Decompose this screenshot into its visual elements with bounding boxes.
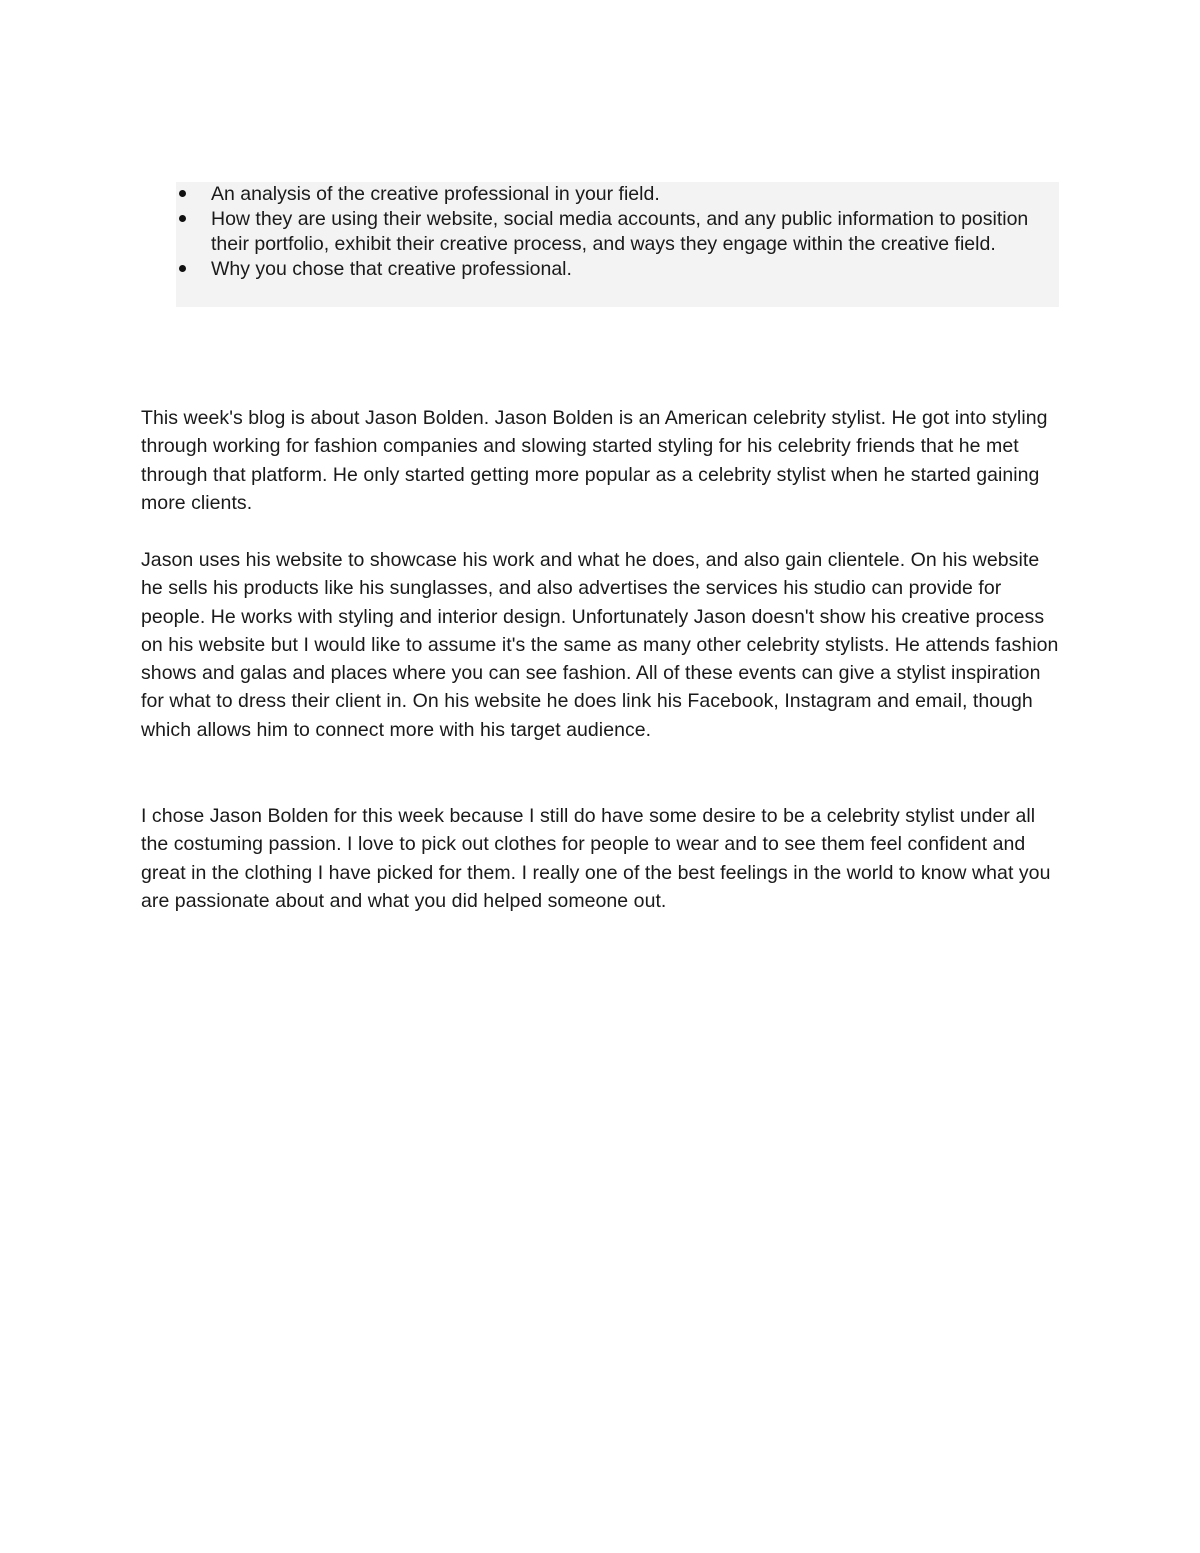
prompt-bullet-item: [176, 257, 1036, 282]
bullet-icon: [179, 265, 186, 272]
prompt-bullet-text: Why you chose that creative professional.: [211, 258, 572, 280]
blog-paragraph-intro: This week's blog is about Jason Bolden. Jason Bolden is an American celebrity stylist. He got into styling through working for fashion companies and slowing started styling for his celebrity friends that he met through that platform. He only started getting more popular as a celebrity stylist when he started gaining more clients.: [141, 407, 1048, 514]
assignment-prompt-list: [176, 182, 1036, 282]
bullet-icon: [179, 215, 186, 222]
prompt-bullet-text: An analysis of the creative professional in your field.: [211, 183, 660, 205]
prompt-bullet-text: How they are using their website, social media accounts, and any public information to position their portfolio, exhibit their creative process, and ways they engage within the creative field.: [211, 208, 1029, 255]
bullet-icon: [179, 190, 186, 197]
blog-paragraph-reason: I chose Jason Bolden for this week because I still do have some desire to be a celebrity stylist under all the costuming passion. I love to pick out clothes for people to wear and to see them feel confident and great in the clothing I have picked for them. I really one of the best feelings in the world to know what you are passionate about and what you did helped someone out.: [141, 805, 1051, 912]
prompt-bullet-item: [176, 207, 1036, 257]
blog-paragraph-analysis: Jason uses his website to showcase his work and what he does, and also gain clientele. On his website he sells his products like his sunglasses, and also advertises the services his studio can provide for people. He works with styling and interior design. Unfortunately Jason doesn't show his creative process on his website but I would like to assume it's the same as many other celebrity stylists. He attends fashion shows and galas and places where you can see fashion. All of these events can give a stylist inspiration for what to dress their client in. On his website he does link his Facebook, Instagram and email, though which allows him to connect more with his target audience.: [141, 549, 1059, 741]
prompt-bullet-item: [176, 182, 1036, 207]
